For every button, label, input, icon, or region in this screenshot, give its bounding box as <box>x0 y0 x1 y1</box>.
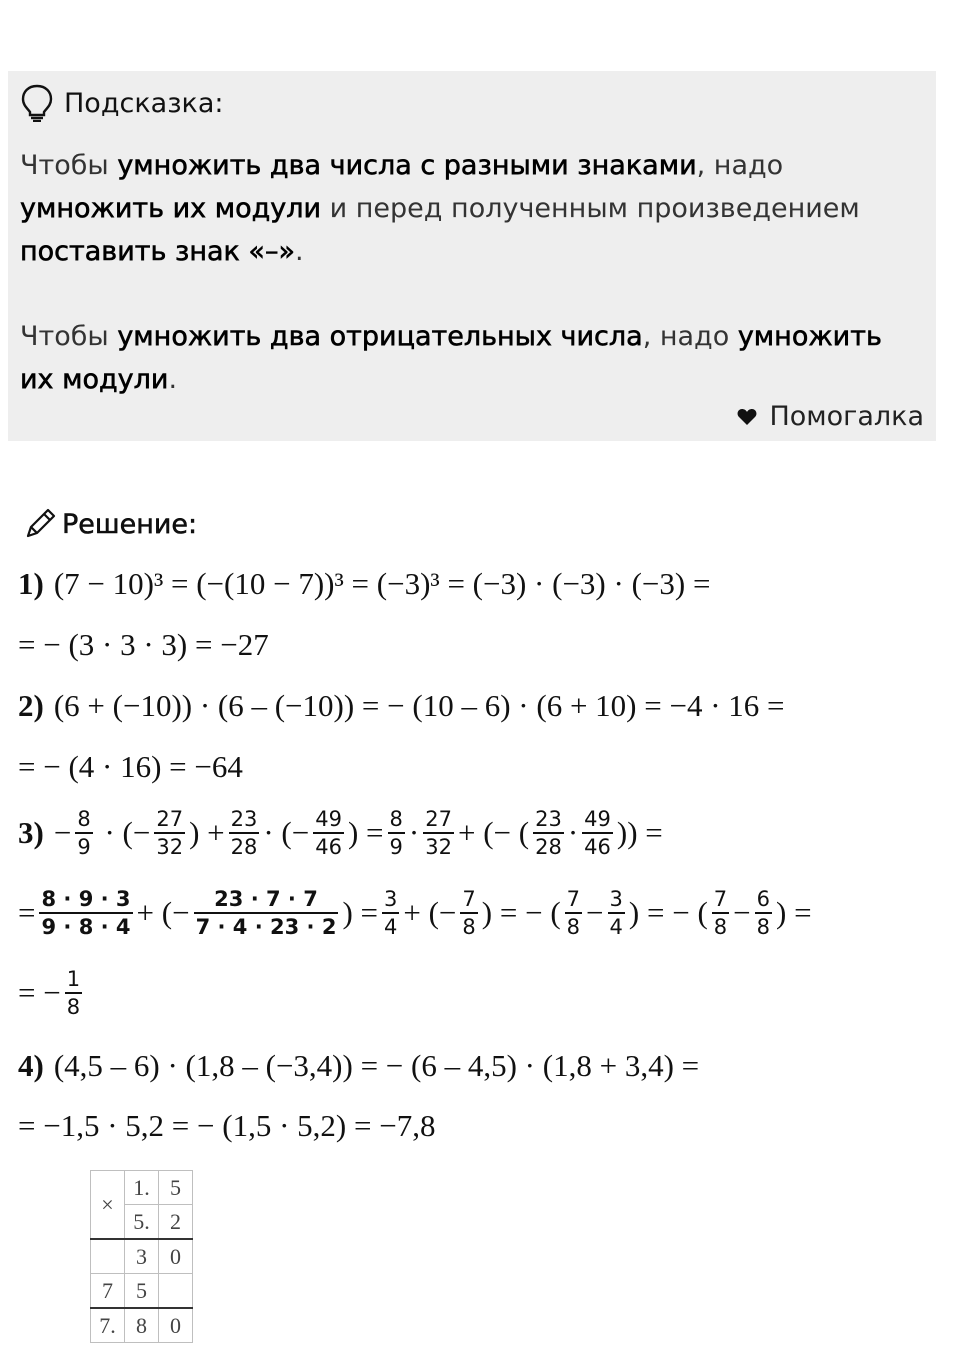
expression: (4,5 – 6) · (1,8 – (−3,4)) = − (6 – 4,5) · (1,8 + 3,4) = <box>53 1048 700 1083</box>
expression: (7 − 10)³ = (−(10 − 7))³ = (−3)³ = (−3) · (−3) · (−3) = <box>53 566 711 601</box>
hint-emphasis: умножить их модули <box>20 193 322 224</box>
table-cell: 0 <box>159 1308 193 1343</box>
fraction: $\frac{6}{8}$ <box>756 887 771 939</box>
hint-emphasis: умножить их модули <box>20 321 882 395</box>
table-row <box>91 1308 193 1343</box>
table-cell: 5 <box>125 1274 159 1309</box>
table-row <box>91 1274 193 1309</box>
table-cell: 0 <box>159 1239 193 1274</box>
heart-icon <box>737 408 757 426</box>
hint-text: . <box>294 236 304 267</box>
solution-line-1a <box>18 566 710 602</box>
op: + (− <box>136 895 190 930</box>
op: + (− <box>403 895 457 930</box>
hint-text: и перед полученным произведением <box>321 193 860 224</box>
hint-text: , надо <box>642 321 738 352</box>
credit <box>737 401 924 432</box>
solution-header <box>22 504 197 544</box>
table-cell: 5 <box>159 1171 193 1205</box>
lightbulb-icon <box>20 84 54 122</box>
solution-line-2a <box>18 688 785 724</box>
hint-box <box>8 71 936 441</box>
op: ) = <box>776 895 812 930</box>
solution-line-4a <box>18 1048 699 1084</box>
table-cell <box>91 1239 125 1274</box>
item-number: 3) <box>18 815 44 850</box>
op: · (− <box>263 815 310 850</box>
hint-text: . <box>168 364 178 395</box>
op: ) + <box>189 815 225 850</box>
op: ) = <box>347 815 384 850</box>
fraction: $\frac{23}{28}$ <box>230 807 258 859</box>
fraction: $\frac{8 \cdot 9 \cdot 3}{9 \cdot 8 \cdot 4}$ <box>41 887 131 939</box>
table-cell: 7 <box>91 1274 125 1309</box>
op: · <box>408 815 420 850</box>
hint-emphasis: умножить два отрицательных числа <box>117 321 643 352</box>
times-sign: × <box>91 1171 125 1240</box>
table-row <box>91 1171 193 1205</box>
table-cell: 8 <box>125 1308 159 1343</box>
hint-emphasis: поставить знак «–» <box>20 236 295 267</box>
item-number: 1) <box>18 566 44 601</box>
expression: = − (4 · 16) = −64 <box>18 749 243 784</box>
op: = <box>18 895 36 930</box>
table-row <box>91 1239 193 1274</box>
op: ) = <box>342 895 378 930</box>
expression: (6 + (−10)) · (6 – (−10)) = − (10 – 6) · (6 + 10) = −4 · 16 = <box>53 688 785 723</box>
fraction: $\frac{3}{4}$ <box>609 887 623 939</box>
fraction: $\frac{7}{8}$ <box>713 887 728 939</box>
op: )) = <box>616 815 663 850</box>
fraction: $\frac{49}{46}$ <box>315 807 342 859</box>
solution-line-1b <box>18 627 269 663</box>
op: − <box>733 895 751 930</box>
op: · <box>567 815 579 850</box>
op: − <box>586 895 604 930</box>
solution-line-2b <box>18 749 243 785</box>
table-cell: 5. <box>125 1205 159 1240</box>
solution-line-4b <box>18 1108 435 1144</box>
hint-paragraph-2 <box>20 315 920 401</box>
table-cell: 1. <box>125 1171 159 1205</box>
fraction: $\frac{23}{28}$ <box>535 807 562 859</box>
fraction: $\frac{8}{9}$ <box>389 807 403 859</box>
solution-line-3c <box>18 966 86 1020</box>
op: ) = − ( <box>628 895 708 930</box>
fraction: $\frac{3}{4}$ <box>384 887 398 939</box>
table-cell: 7. <box>91 1308 125 1343</box>
table-cell: 3 <box>125 1239 159 1274</box>
pencil-icon <box>22 506 58 542</box>
multiplication-table <box>90 1170 193 1343</box>
solution-line-3b <box>18 886 812 940</box>
solution-line-3a <box>18 806 663 860</box>
item-number: 4) <box>18 1048 44 1083</box>
expression: = −1,5 · 5,2 = − (1,5 · 5,2) = −7,8 <box>18 1108 436 1143</box>
op: + (− ( <box>457 815 530 850</box>
hint-paragraph-1 <box>20 144 920 273</box>
hint-title: Подсказка: <box>64 87 224 119</box>
fraction: $\frac{7}{8}$ <box>566 887 581 939</box>
credit-label: Помогалка <box>769 401 924 432</box>
op: − <box>53 815 72 850</box>
table-cell: 2 <box>159 1205 193 1240</box>
fraction: $\frac{23 \cdot 7 \cdot 7}{7 \cdot 4 \cdot 23 \cdot 2}$ <box>195 887 337 939</box>
op: = − <box>18 975 61 1010</box>
fraction: $\frac{27}{32}$ <box>425 807 452 859</box>
fraction: $\frac{7}{8}$ <box>462 887 476 939</box>
expression: = − (3 · 3 · 3) = −27 <box>18 627 269 662</box>
item-number: 2) <box>18 688 44 723</box>
solution-title: Решение: <box>62 508 198 540</box>
fraction: $\frac{27}{32}$ <box>156 807 184 859</box>
hint-text: , надо <box>696 150 784 181</box>
hint-text: Чтобы <box>20 150 118 181</box>
hint-emphasis: умножить два числа с разными знаками <box>117 150 697 181</box>
op: · (− <box>96 815 151 850</box>
table-cell <box>159 1274 193 1309</box>
fraction: $\frac{49}{46}$ <box>584 807 611 859</box>
hint-text: Чтобы <box>20 321 118 352</box>
op: ) = − ( <box>481 895 561 930</box>
fraction: $\frac{1}{8}$ <box>66 967 81 1019</box>
fraction: $\frac{8}{9}$ <box>77 807 91 859</box>
hint-header <box>20 83 224 123</box>
